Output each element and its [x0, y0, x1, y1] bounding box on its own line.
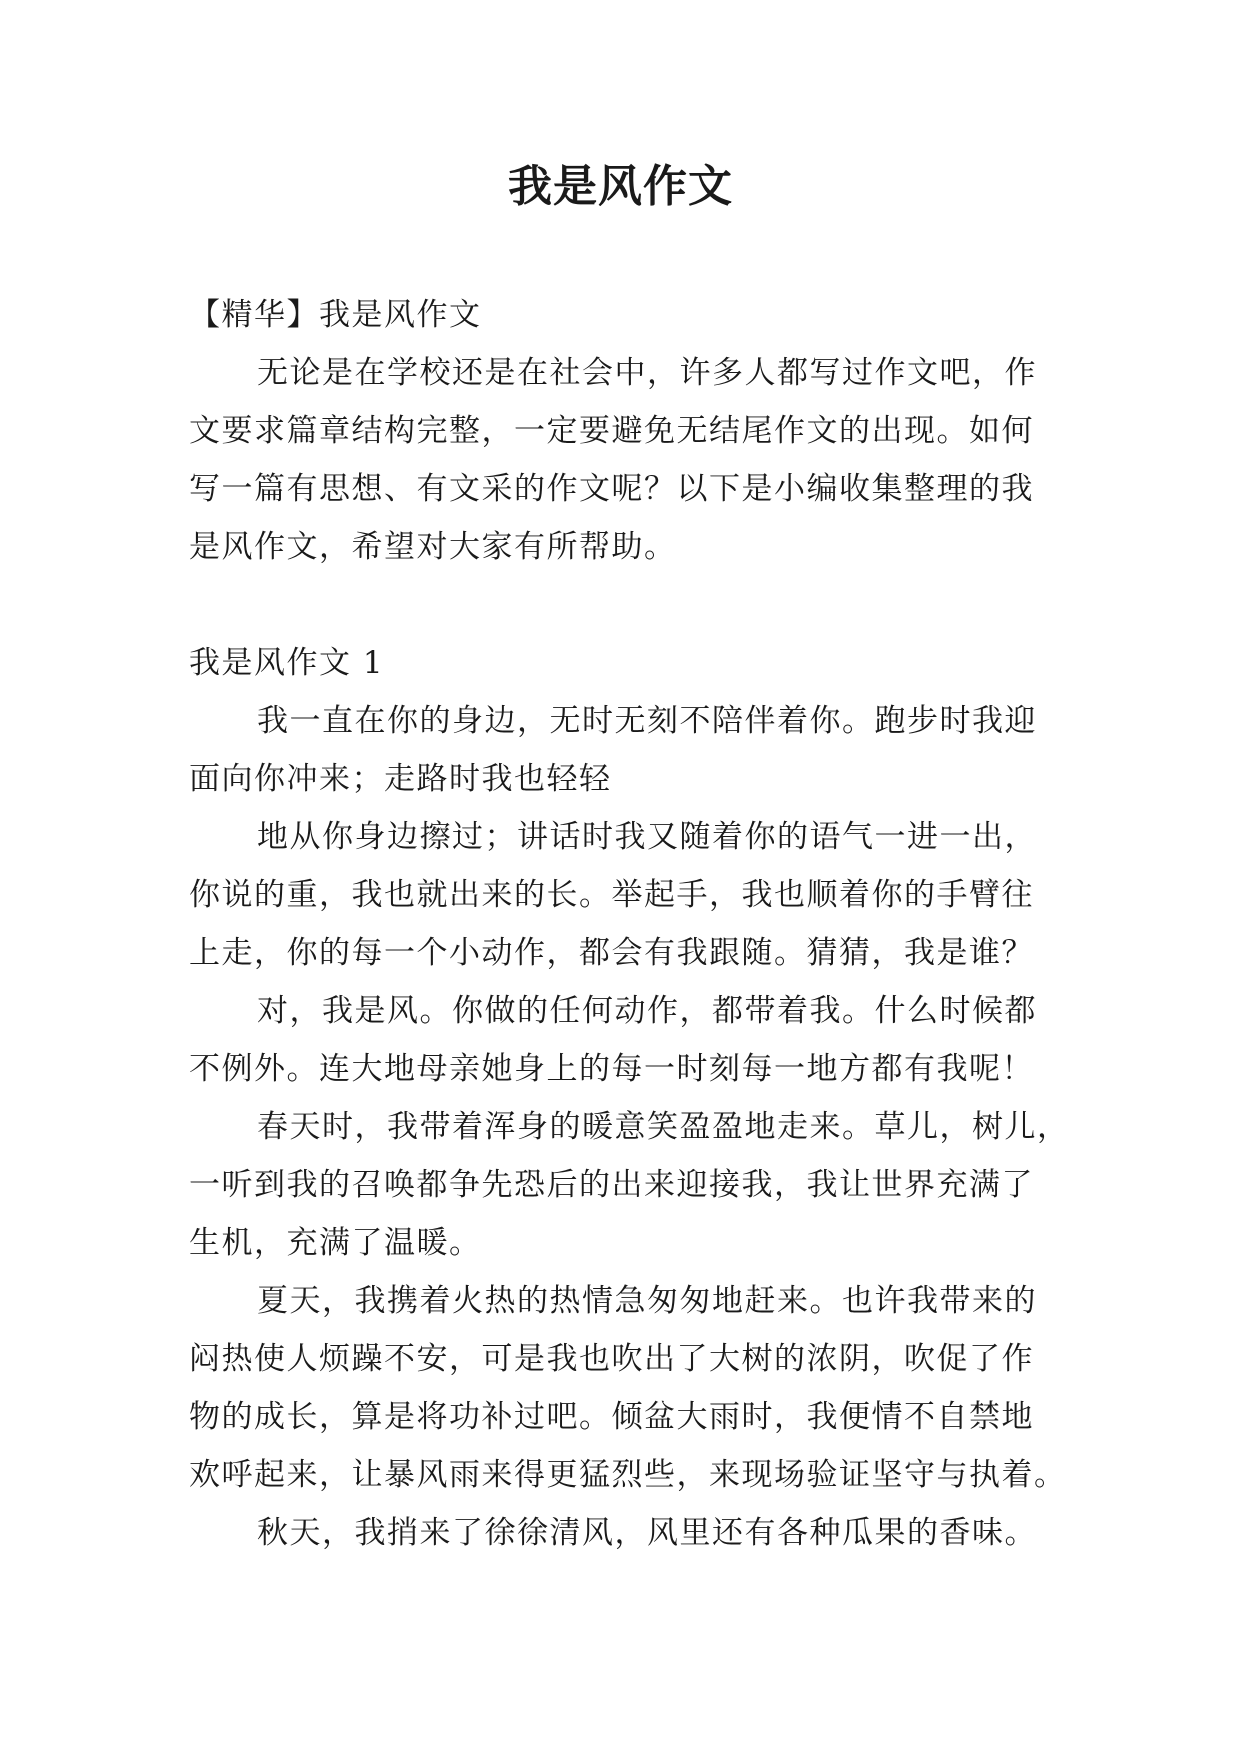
paragraph-line: 不例外。连大地母亲她身上的每一时刻每一地方都有我呢！ — [189, 1051, 1034, 1087]
paragraph-line: 上走，你的每一个小动作，都会有我跟随。猜猜，我是谁？ — [189, 935, 1034, 971]
intro-line: 写一篇有思想、有文采的作文呢？以下是小编收集整理的我 — [189, 471, 1034, 507]
paragraph-line: 夏天，我携着火热的热情急匆匆地赶来。也许我带来的 — [257, 1283, 1037, 1319]
paragraph-line: 对，我是风。你做的任何动作，都带着我。什么时候都 — [257, 993, 1037, 1029]
document-body — [189, 286, 1070, 1562]
document-title: 我是风作文 — [508, 161, 733, 212]
paragraph-line: 一听到我的召唤都争先恐后的出来迎接我，我让世界充满了 — [189, 1167, 1034, 1203]
intro-line: 文要求篇章结构完整，一定要避免无结尾作文的出现。如何 — [189, 413, 1034, 449]
paragraph-line: 生机，充满了温暖。 — [189, 1225, 482, 1261]
paragraph-line: 物的成长，算是将功补过吧。倾盆大雨时，我便情不自禁地 — [189, 1399, 1034, 1435]
subtitle: 【精华】我是风作文 — [189, 297, 482, 333]
paragraph-line: 面向你冲来；走路时我也轻轻 — [189, 761, 612, 797]
paragraph-line: 地从你身边擦过；讲话时我又随着你的语气一进一出， — [257, 819, 1037, 855]
blank-line — [189, 576, 1049, 634]
paragraph-line: 你说的重，我也就出来的长。举起手，我也顺着你的手臂往 — [189, 877, 1034, 913]
section-heading: 我是风作文 1 — [189, 645, 385, 681]
intro-line: 是风作文，希望对大家有所帮助。 — [189, 529, 677, 565]
intro-line: 无论是在学校还是在社会中，许多人都写过作文吧，作 — [257, 355, 1037, 391]
paragraph-line: 欢呼起来，让暴风雨来得更猛烈些，来现场验证坚守与执着。 — [189, 1457, 1067, 1493]
paragraph-line: 春天时，我带着浑身的暖意笑盈盈地走来。草儿，树儿， — [257, 1109, 1070, 1145]
paragraph-line: 我一直在你的身边，无时无刻不陪伴着你。跑步时我迎 — [257, 703, 1037, 739]
paragraph-line: 秋天，我捎来了徐徐清风，风里还有各种瓜果的香味。 — [257, 1515, 1037, 1551]
paragraph-line: 闷热使人烦躁不安，可是我也吹出了大树的浓阴，吹促了作 — [189, 1341, 1034, 1377]
